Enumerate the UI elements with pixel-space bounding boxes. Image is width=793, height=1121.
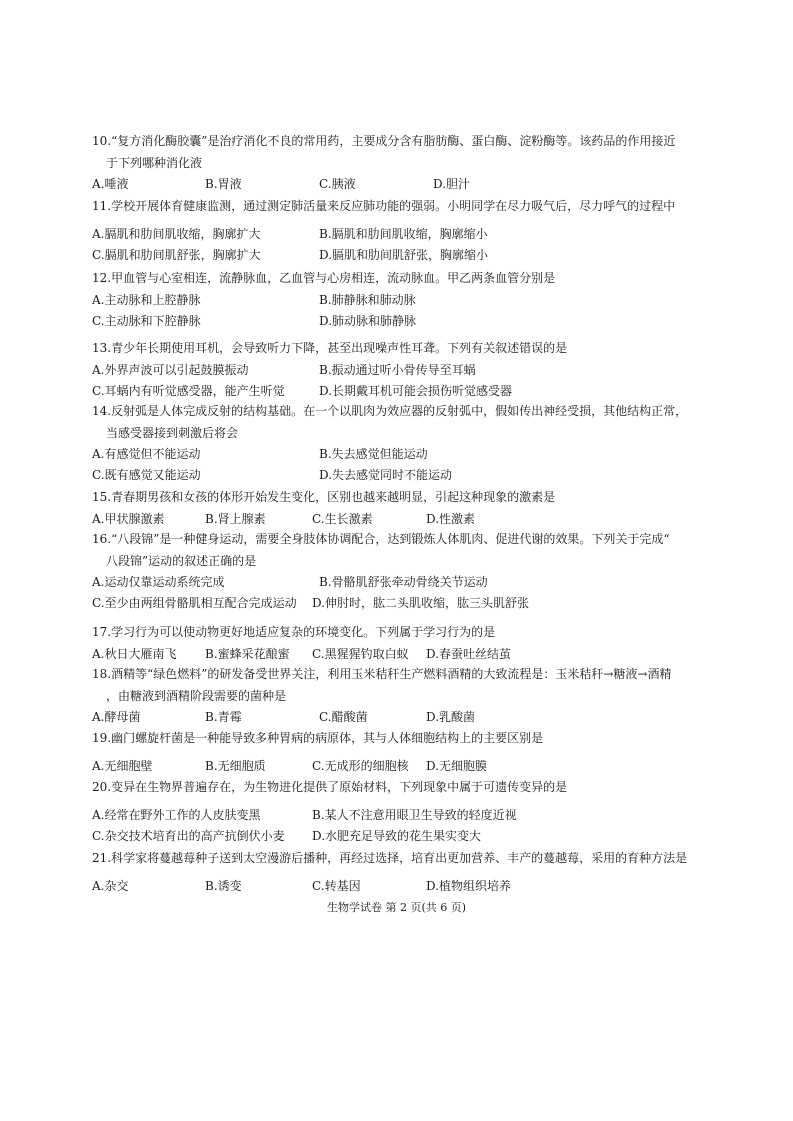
option-c: C.耳蜗内有听觉感受器，能产生听觉 [92,383,285,398]
option-a: A.经常在野外工作的人皮肤变黑 [92,807,261,822]
page-footer: 生物学试卷 第 2 页(共 6 页) [326,901,467,914]
question-20 [92,777,707,847]
option-b: B.失去感觉但能运动 [319,447,428,461]
option-c: C.黑猩猩钓取白蚁 [312,646,409,661]
question-14 [92,401,707,486]
option-a: A.秋日大雁南飞 [92,646,177,661]
option-d: D.植物组织培养 [426,878,512,893]
question-stem-continued: 当感受器接到刺激后将会 [106,425,239,440]
option-d: D.失去感觉同时不能运动 [319,468,453,482]
options-row [92,876,707,897]
question-11 [92,196,707,266]
option-a: A.唾液 [92,177,129,191]
question-stem: 17.学习行为可以使动物更好地适应复杂的环境变化。下列属于学习行为的是 [92,625,496,639]
question-stem: 20.变异在生物界普遍存在，为生物进化提供了原始材料，下列现象中属于可遗传变异的是 [92,780,568,794]
question-stem: 14.反射弧是人体完成反射的结构基础。在一个以肌肉为效应器的反射弧中，假如传出神经受损，其他结构正常， [92,404,688,418]
question-stem-continued: ，由糖液到酒精阶段需要的菌种是 [106,688,287,703]
option-d: D.乳酸菌 [426,710,476,724]
options-row [92,245,707,266]
option-a: A.膈肌和肋间肌收缩，胸廓扩大 [92,226,261,241]
option-b: B.膈肌和肋间肌收缩，胸廓缩小 [319,226,488,241]
question-stem: 11.学校开展体育健康监测，通过测定肺活量来反应肺功能的强弱。小明同学在尽力吸气后，尽力呼气的过程中 [92,199,676,213]
option-d: D.无细胞膜 [426,758,488,773]
question-stem: 19.幽门螺旋杆菌是一种能导致多种胃病的病原体，其与人体细胞结构上的主要区别是 [92,731,544,745]
options-row [92,644,707,665]
option-b: B.青霉 [205,710,242,724]
question-stem-continued: 八段锦”运动的叙述正确的是 [106,553,257,568]
options-row [92,593,707,614]
option-b: B.肾上腺素 [205,511,266,526]
option-c: C.主动脉和下腔静脉 [92,313,201,328]
option-c: C.醋酸菌 [319,710,368,724]
options-row [92,707,707,728]
option-a: A.主动脉和上腔静脉 [92,292,201,307]
option-a: A.酵母菌 [92,710,141,724]
question-12 [92,268,707,332]
option-b: B.肺静脉和肺动脉 [319,292,416,307]
question-stem: 12.甲血管与心室相连，流静脉血，乙血管与心房相连，流动脉血。甲乙两条血管分别是 [92,271,556,285]
options-row [92,826,707,847]
options-row [92,381,707,402]
option-b: B.振动通过听小骨传导至耳蜗 [319,362,476,377]
question-stem: 10.“复方消化酶胶囊”是治疗消化不良的常用药，主要成分含有脂肪酶、蛋白酶、淀粉酶等。该药品的作用接近 [92,134,676,148]
question-10 [92,131,707,195]
option-d: D.性激素 [426,511,476,526]
question-stem: 15.青春期男孩和女孩的体形开始发生变化，区别也越来越明显，引起这种现象的激素是 [92,490,556,504]
option-b: B.骨骼肌舒张牵动骨绕关节运动 [319,575,488,589]
question-17 [92,622,707,665]
options-row [92,805,707,826]
option-c: C.生长激素 [312,511,373,526]
option-b: B.无细胞质 [205,758,266,773]
option-a: A.有感觉但不能运动 [92,447,201,461]
option-d: D.胆汁 [433,177,471,191]
question-19 [92,728,707,777]
option-c: C.胰液 [319,177,356,191]
option-a: A.无细胞壁 [92,758,153,773]
options-row [92,224,707,245]
options-row [92,509,707,530]
option-c: C.膈肌和肋间肌舒张，胸廓扩大 [92,247,261,262]
option-d: D.水肥充足导致的花生果实变大 [312,828,482,843]
option-b: B.胃液 [205,177,242,191]
option-a: A.甲状腺激素 [92,511,165,526]
options-row [92,444,707,465]
option-d: D.长期戴耳机可能会损伤听觉感受器 [319,383,513,398]
option-c: C.无成形的细胞核 [312,758,409,773]
options-row [92,174,707,195]
option-c: C.既有感觉又能运动 [92,468,201,482]
options-row [92,756,707,777]
question-13 [92,338,707,402]
options-row [92,311,707,332]
question-stem: 18.酒精等“绿色燃料”的研发备受世界关注，利用玉米秸秆生产燃料酒精的大致流程是：玉米秸秆→糖液→酒精 [92,667,672,681]
options-row [92,572,707,593]
question-15 [92,487,707,530]
question-stem: 13.青少年长期使用耳机，会导致听力下降，甚至出现噪声性耳聋。下列有关叙述错误的是 [92,341,568,355]
question-16 [92,529,707,614]
option-a: A.外界声波可以引起鼓膜振动 [92,362,249,377]
option-c: C.转基因 [312,878,361,893]
option-d: D.膈肌和肋间肌舒张，胸廓缩小 [319,247,489,262]
options-row [92,465,707,486]
options-row [92,360,707,381]
option-b: B.某人不注意用眼卫生导致的轻度近视 [312,807,517,822]
option-d: D.春蚕吐丝结茧 [426,646,512,661]
option-c: C.至少由两组骨骼肌相互配合完成运动 [92,596,297,610]
option-d: D.肺动脉和肺静脉 [319,313,417,328]
question-21 [92,848,707,897]
options-row [92,290,707,311]
option-b: B.蜜蜂采花酿蜜 [205,646,290,661]
option-b: B.诱变 [205,878,242,893]
option-a: A.运动仅靠运动系统完成 [92,575,225,589]
option-c: C.杂交技术培育出的高产抗倒伏小麦 [92,828,285,843]
option-a: A.杂交 [92,878,129,893]
question-18 [92,664,707,728]
option-d: D.伸肘时，肱二头肌收缩，肱三头肌舒张 [312,596,530,610]
question-stem-continued: 于下列哪种消化液 [106,155,203,170]
question-stem: 16.“八段锦”是一种健身运动，需要全身肢体协调配合，达到锻炼人体肌肉、促进代谢的效果。下列关于完成“ [92,532,670,546]
question-stem: 21.科学家将蔓越莓种子送到太空漫游后播种，再经过选择，培育出更加营养、丰产的蔓越莓，采用的育种方法是 [92,851,688,865]
